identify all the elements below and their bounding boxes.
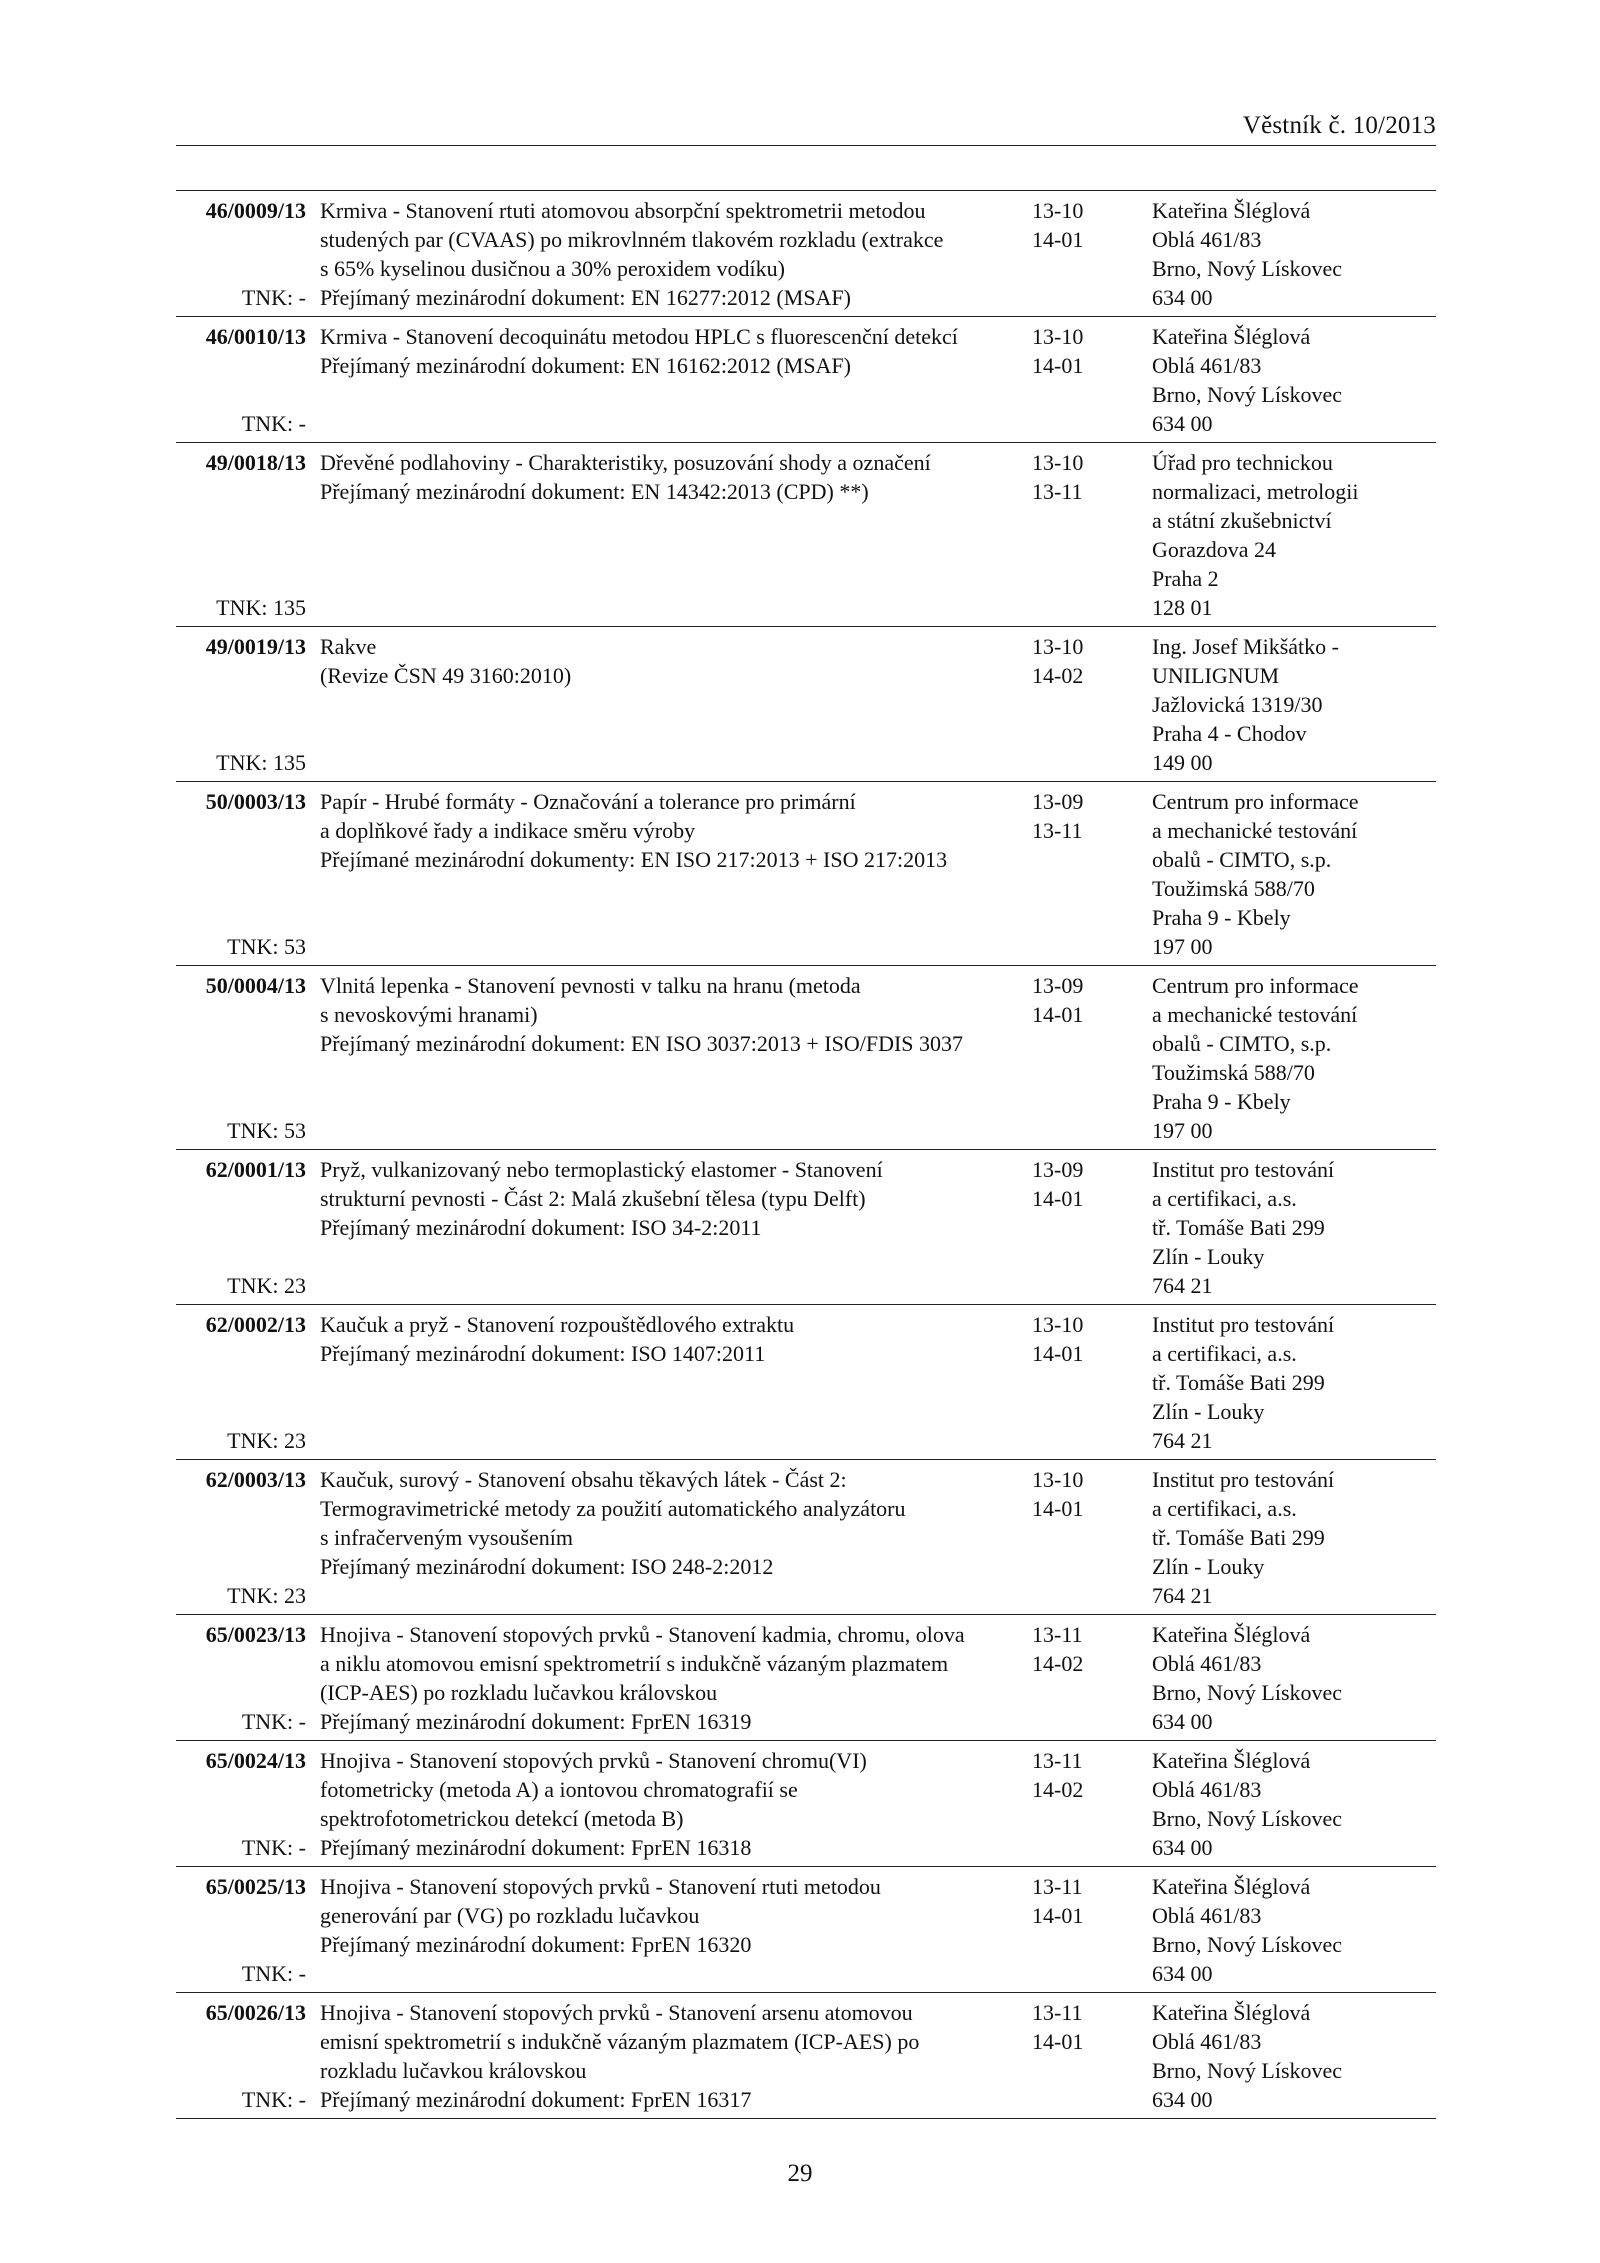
entry-address-line: Jažlovická 1319/30 <box>1152 692 1323 717</box>
entry-address-line: Brno, Nový Lískovec <box>1152 382 1343 407</box>
entry-tnk: TNK: 53 <box>227 1118 306 1143</box>
entry-title-line: Dřevěné podlahoviny - Charakteristiky, posuzování shody a označení <box>320 450 931 475</box>
entry-date: 14-01 <box>1032 1186 1084 1211</box>
entry-title-line: Přejímaný mezinárodní dokument: FprEN 16318 <box>320 1835 752 1860</box>
entry-title-line: Přejímaný mezinárodní dokument: EN 14342:2013 (CPD) **) <box>320 479 869 504</box>
entry-number: 50/0003/13 <box>205 789 306 814</box>
entry-address-line: Institut pro testování <box>1152 1467 1335 1492</box>
entry-title-line: Přejímaný mezinárodní dokument: EN 16162:2012 (MSAF) <box>320 353 851 378</box>
entry-address-line: Oblá 461/83 <box>1152 1651 1262 1676</box>
entry-id-cell <box>176 1620 320 1736</box>
entry-address-line: Oblá 461/83 <box>1152 2029 1262 2054</box>
entry-title-cell <box>320 448 1020 622</box>
entry-address-line: Kateřina Šléglová <box>1152 1622 1311 1647</box>
entry-address-line: Centrum pro informace <box>1152 789 1359 814</box>
entry-address-line: 634 00 <box>1152 1709 1213 1734</box>
entry-tnk: TNK: - <box>241 1835 306 1860</box>
entry-address-line: normalizaci, metrologii <box>1152 479 1359 504</box>
entry-tnk: TNK: - <box>241 285 306 310</box>
entry-tnk: TNK: - <box>241 411 306 436</box>
entry-title-line: Kaučuk, surový - Stanovení obsahu těkavých látek - Část 2: <box>320 1467 847 1492</box>
entry-tnk: TNK: 135 <box>216 750 306 775</box>
entry-address-cell <box>1152 787 1436 961</box>
entry-dates-cell <box>1020 1465 1152 1610</box>
entry-address-line: Zlín - Louky <box>1152 1244 1265 1269</box>
entry-address-line: Brno, Nový Lískovec <box>1152 1680 1343 1705</box>
entry-address-cell <box>1152 1746 1436 1862</box>
entry-id-cell <box>176 322 320 438</box>
entry-address-line: 634 00 <box>1152 1835 1213 1860</box>
entry-address-cell <box>1152 971 1436 1145</box>
entry-tnk: TNK: 23 <box>227 1428 306 1453</box>
entry-date: 13-09 <box>1032 1157 1084 1182</box>
entry-number: 46/0009/13 <box>205 198 306 223</box>
table-row <box>176 317 1436 443</box>
entry-address-line: tř. Tomáše Bati 299 <box>1152 1215 1325 1240</box>
entry-tnk: TNK: 23 <box>227 1273 306 1298</box>
entry-title-line: Přejímaný mezinárodní dokument: FprEN 16319 <box>320 1709 752 1734</box>
entry-title-cell <box>320 1746 1020 1862</box>
entry-date: 14-01 <box>1032 1903 1084 1928</box>
entry-number: 62/0003/13 <box>205 1467 306 1492</box>
entry-address-cell <box>1152 196 1436 312</box>
entry-address-line: a státní zkušebnictví <box>1152 508 1332 533</box>
entry-title-line: Přejímaný mezinárodní dokument: FprEN 16320 <box>320 1932 752 1957</box>
entry-title-line: Přejímané mezinárodní dokumenty: EN ISO 217:2013 + ISO 217:2013 <box>320 847 948 872</box>
entry-number: 65/0023/13 <box>205 1622 306 1647</box>
table-row <box>176 1150 1436 1305</box>
entry-address-cell <box>1152 1310 1436 1455</box>
entry-title-cell <box>320 1620 1020 1736</box>
entry-address-line: 149 00 <box>1152 750 1213 775</box>
entry-title-line: Kaučuk a pryž - Stanovení rozpouštědlového extraktu <box>320 1312 795 1337</box>
entry-date: 13-10 <box>1032 1312 1084 1337</box>
entry-address-line: obalů - CIMTO, s.p. <box>1152 847 1332 872</box>
entry-id-cell <box>176 971 320 1145</box>
entry-dates-cell <box>1020 1155 1152 1300</box>
entry-address-line: Kateřina Šléglová <box>1152 198 1311 223</box>
entry-address-cell <box>1152 632 1436 777</box>
entry-address-line: Gorazdova 24 <box>1152 537 1277 562</box>
entry-title-cell <box>320 1998 1020 2114</box>
entry-dates-cell <box>1020 632 1152 777</box>
entry-number: 49/0019/13 <box>205 634 306 659</box>
entry-address-line: Oblá 461/83 <box>1152 353 1262 378</box>
entry-address-line: Oblá 461/83 <box>1152 227 1262 252</box>
entry-title-cell <box>320 196 1020 312</box>
entry-address-cell <box>1152 322 1436 438</box>
entry-number: 65/0025/13 <box>205 1874 306 1899</box>
entry-address-line: 128 01 <box>1152 595 1213 620</box>
entry-address-line: Praha 2 <box>1152 566 1219 591</box>
entry-address-line: 634 00 <box>1152 411 1213 436</box>
entry-dates-cell <box>1020 1872 1152 1988</box>
entry-address-line: Toužimská 588/70 <box>1152 1060 1315 1085</box>
entry-title-cell <box>320 632 1020 777</box>
entry-address-line: Brno, Nový Lískovec <box>1152 1932 1343 1957</box>
entry-tnk: TNK: - <box>241 2087 306 2112</box>
entry-address-line: Kateřina Šléglová <box>1152 324 1311 349</box>
entry-id-cell <box>176 787 320 961</box>
entry-date: 13-11 <box>1032 479 1083 504</box>
entry-title-cell <box>320 787 1020 961</box>
entry-title-cell <box>320 1465 1020 1610</box>
table-row <box>176 782 1436 966</box>
entry-title-line: Pryž, vulkanizovaný nebo termoplastický elastomer - Stanovení <box>320 1157 883 1182</box>
entry-address-line: tř. Tomáše Bati 299 <box>1152 1370 1325 1395</box>
entry-address-line: 764 21 <box>1152 1583 1213 1608</box>
entry-title-line: Přejímaný mezinárodní dokument: ISO 34-2:2011 <box>320 1215 762 1240</box>
entry-date: 14-01 <box>1032 1002 1084 1027</box>
entry-title-line: Krmiva - Stanovení rtuti atomovou absorpční spektrometrii metodou <box>320 198 926 223</box>
entry-address-line: a certifikaci, a.s. <box>1152 1186 1297 1211</box>
entry-tnk: TNK: - <box>241 1709 306 1734</box>
entry-title-line: Vlnitá lepenka - Stanovení pevnosti v talku na hranu (metoda <box>320 973 861 998</box>
entry-date: 13-11 <box>1032 2000 1083 2025</box>
entry-address-line: 634 00 <box>1152 1961 1213 1986</box>
entry-title-line: spektrofotometrickou detekcí (metoda B) <box>320 1806 684 1831</box>
page-number: 29 <box>787 2160 813 2187</box>
table-row <box>176 443 1436 627</box>
entry-date: 14-02 <box>1032 1777 1084 1802</box>
entry-title-line: s 65% kyselinou dusičnou a 30% peroxidem vodíku) <box>320 256 785 281</box>
entry-number: 65/0024/13 <box>205 1748 306 1773</box>
entry-address-line: Kateřina Šléglová <box>1152 2000 1311 2025</box>
entry-address-line: 197 00 <box>1152 934 1213 959</box>
entry-date: 13-09 <box>1032 973 1084 998</box>
entry-date: 13-10 <box>1032 324 1084 349</box>
entry-id-cell <box>176 196 320 312</box>
entry-address-line: Toužimská 588/70 <box>1152 876 1315 901</box>
entry-title-line: generování par (VG) po rozkladu lučavkou <box>320 1903 700 1928</box>
entry-id-cell <box>176 1155 320 1300</box>
header-divider <box>176 145 1436 146</box>
entry-number: 65/0026/13 <box>205 2000 306 2025</box>
entry-dates-cell <box>1020 1746 1152 1862</box>
entry-dates-cell <box>1020 322 1152 438</box>
entry-tnk: TNK: 23 <box>227 1583 306 1608</box>
entry-title-line: Přejímaný mezinárodní dokument: ISO 248-2:2012 <box>320 1554 774 1579</box>
entry-address-line: Institut pro testování <box>1152 1157 1335 1182</box>
entry-title-cell <box>320 322 1020 438</box>
entry-title-line: Přejímaný mezinárodní dokument: EN ISO 3037:2013 + ISO/FDIS 3037 <box>320 1031 964 1056</box>
entry-date: 14-01 <box>1032 1496 1084 1521</box>
entry-address-line: Praha 9 - Kbely <box>1152 905 1291 930</box>
entry-title-line: a doplňkové řady a indikace směru výroby <box>320 818 696 843</box>
entry-tnk: TNK: 135 <box>216 595 306 620</box>
table-row <box>176 1741 1436 1867</box>
entry-address-line: Zlín - Louky <box>1152 1399 1265 1424</box>
entry-address-line: Praha 4 - Chodov <box>1152 721 1307 746</box>
entry-address-line: a certifikaci, a.s. <box>1152 1341 1297 1366</box>
entry-number: 62/0001/13 <box>205 1157 306 1182</box>
entry-title-line: rozkladu lučavkou královskou <box>320 2058 587 2083</box>
entry-dates-cell <box>1020 787 1152 961</box>
entry-number: 49/0018/13 <box>205 450 306 475</box>
entry-date: 13-09 <box>1032 789 1084 814</box>
entry-address-line: Centrum pro informace <box>1152 973 1359 998</box>
entry-tnk: TNK: - <box>241 1961 306 1986</box>
entry-date: 13-10 <box>1032 634 1084 659</box>
entry-address-line: Kateřina Šléglová <box>1152 1874 1311 1899</box>
entry-date: 14-02 <box>1032 663 1084 688</box>
entry-dates-cell <box>1020 1620 1152 1736</box>
entry-address-line: 764 21 <box>1152 1273 1213 1298</box>
entry-title-line: a niklu atomovou emisní spektrometrií s indukčně vázaným plazmatem <box>320 1651 949 1676</box>
entry-address-line: Brno, Nový Lískovec <box>1152 256 1343 281</box>
entry-id-cell <box>176 1998 320 2114</box>
entry-date: 13-10 <box>1032 1467 1084 1492</box>
entry-date: 13-10 <box>1032 450 1084 475</box>
entry-id-cell <box>176 632 320 777</box>
entry-title-cell <box>320 1872 1020 1988</box>
entry-date: 14-01 <box>1032 1341 1084 1366</box>
table-row <box>176 1615 1436 1741</box>
entry-date: 13-10 <box>1032 198 1084 223</box>
table-row <box>176 191 1436 317</box>
entry-title-line: fotometricky (metoda A) a iontovou chromatografií se <box>320 1777 798 1802</box>
entry-address-line: a certifikaci, a.s. <box>1152 1496 1297 1521</box>
entry-dates-cell <box>1020 1310 1152 1455</box>
entry-address-line: obalů - CIMTO, s.p. <box>1152 1031 1332 1056</box>
entry-address-line: Ing. Josef Mikšátko - <box>1152 634 1339 659</box>
entry-address-line: Kateřina Šléglová <box>1152 1748 1311 1773</box>
entry-date: 14-01 <box>1032 2029 1084 2054</box>
entry-address-cell <box>1152 1465 1436 1610</box>
table-row <box>176 1305 1436 1460</box>
entry-title-line: Přejímaný mezinárodní dokument: EN 16277:2012 (MSAF) <box>320 285 851 310</box>
entry-address-line: Zlín - Louky <box>1152 1554 1265 1579</box>
entry-number: 62/0002/13 <box>205 1312 306 1337</box>
entry-title-cell <box>320 1155 1020 1300</box>
entry-date: 14-01 <box>1032 353 1084 378</box>
table-row <box>176 1460 1436 1615</box>
entry-title-line: Hnojiva - Stanovení stopových prvků - Stanovení arsenu atomovou <box>320 2000 913 2025</box>
entry-address-line: a mechanické testování <box>1152 1002 1358 1027</box>
entry-title-cell <box>320 1310 1020 1455</box>
entry-date: 13-11 <box>1032 1748 1083 1773</box>
entry-number: 46/0010/13 <box>205 324 306 349</box>
entry-title-line: (ICP-AES) po rozkladu lučavkou královskou <box>320 1680 718 1705</box>
entry-address-line: Brno, Nový Lískovec <box>1152 2058 1343 2083</box>
entry-dates-cell <box>1020 971 1152 1145</box>
entry-address-line: Praha 9 - Kbely <box>1152 1089 1291 1114</box>
entry-title-line: Termogravimetrické metody za použití automatického analyzátoru <box>320 1496 906 1521</box>
entry-address-line: 634 00 <box>1152 285 1213 310</box>
entry-address-line: Institut pro testování <box>1152 1312 1335 1337</box>
table-row <box>176 627 1436 782</box>
table-row <box>176 1993 1436 2119</box>
entry-title-line: (Revize ČSN 49 3160:2010) <box>320 663 572 688</box>
entry-address-line: Úřad pro technickou <box>1152 450 1333 475</box>
entry-dates-cell <box>1020 196 1152 312</box>
entry-address-line: 197 00 <box>1152 1118 1213 1143</box>
entry-title-line: emisní spektrometrií s indukčně vázaným plazmatem (ICP-AES) po <box>320 2029 920 2054</box>
standards-table <box>176 190 1436 2119</box>
entry-title-line: Hnojiva - Stanovení stopových prvků - Stanovení chromu(VI) <box>320 1748 867 1773</box>
entry-title-line: Rakve <box>320 634 377 659</box>
entry-address-cell <box>1152 1872 1436 1988</box>
entry-address-cell <box>1152 1620 1436 1736</box>
entry-date: 14-02 <box>1032 1651 1084 1676</box>
entry-date: 13-11 <box>1032 818 1083 843</box>
entry-title-line: Hnojiva - Stanovení stopových prvků - Stanovení kadmia, chromu, olova <box>320 1622 965 1647</box>
entry-address-line: Oblá 461/83 <box>1152 1903 1262 1928</box>
entry-title-line: Přejímaný mezinárodní dokument: ISO 1407:2011 <box>320 1341 766 1366</box>
entry-id-cell <box>176 1872 320 1988</box>
entry-address-line: tř. Tomáše Bati 299 <box>1152 1525 1325 1550</box>
entry-tnk: TNK: 53 <box>227 934 306 959</box>
entry-date: 13-11 <box>1032 1874 1083 1899</box>
entry-address-line: Oblá 461/83 <box>1152 1777 1262 1802</box>
entry-title-line: s nevoskovými hranami) <box>320 1002 538 1027</box>
entry-title-line: studených par (CVAAS) po mikrovlnném tlakovém rozkladu (extrakce <box>320 227 944 252</box>
entry-address-line: UNILIGNUM <box>1152 663 1280 688</box>
entry-title-line: s infračerveným vysoušením <box>320 1525 573 1550</box>
entry-title-line: Přejímaný mezinárodní dokument: FprEN 16317 <box>320 2087 752 2112</box>
entry-id-cell <box>176 1310 320 1455</box>
entry-address-cell <box>1152 1155 1436 1300</box>
entry-address-line: Brno, Nový Lískovec <box>1152 1806 1343 1831</box>
entry-address-cell <box>1152 448 1436 622</box>
entry-dates-cell <box>1020 448 1152 622</box>
table-row <box>176 1867 1436 1993</box>
entry-address-cell <box>1152 1998 1436 2114</box>
entry-address-line: a mechanické testování <box>1152 818 1358 843</box>
entry-id-cell <box>176 448 320 622</box>
entry-title-line: Krmiva - Stanovení decoquinátu metodou HPLC s fluorescenční detekcí <box>320 324 958 349</box>
journal-header-title: Věstník č. 10/2013 <box>1242 112 1436 139</box>
entry-date: 13-11 <box>1032 1622 1083 1647</box>
entry-address-line: 764 21 <box>1152 1428 1213 1453</box>
table-row <box>176 966 1436 1150</box>
entry-title-line: Hnojiva - Stanovení stopových prvků - Stanovení rtuti metodou <box>320 1874 881 1899</box>
entry-title-line: strukturní pevnosti - Část 2: Malá zkušební tělesa (typu Delft) <box>320 1186 866 1211</box>
entry-number: 50/0004/13 <box>205 973 306 998</box>
entry-address-line: 634 00 <box>1152 2087 1213 2112</box>
entry-date: 14-01 <box>1032 227 1084 252</box>
entry-dates-cell <box>1020 1998 1152 2114</box>
entry-title-cell <box>320 971 1020 1145</box>
entry-id-cell <box>176 1465 320 1610</box>
entry-id-cell <box>176 1746 320 1862</box>
entry-title-line: Papír - Hrubé formáty - Označování a tolerance pro primární <box>320 789 856 814</box>
